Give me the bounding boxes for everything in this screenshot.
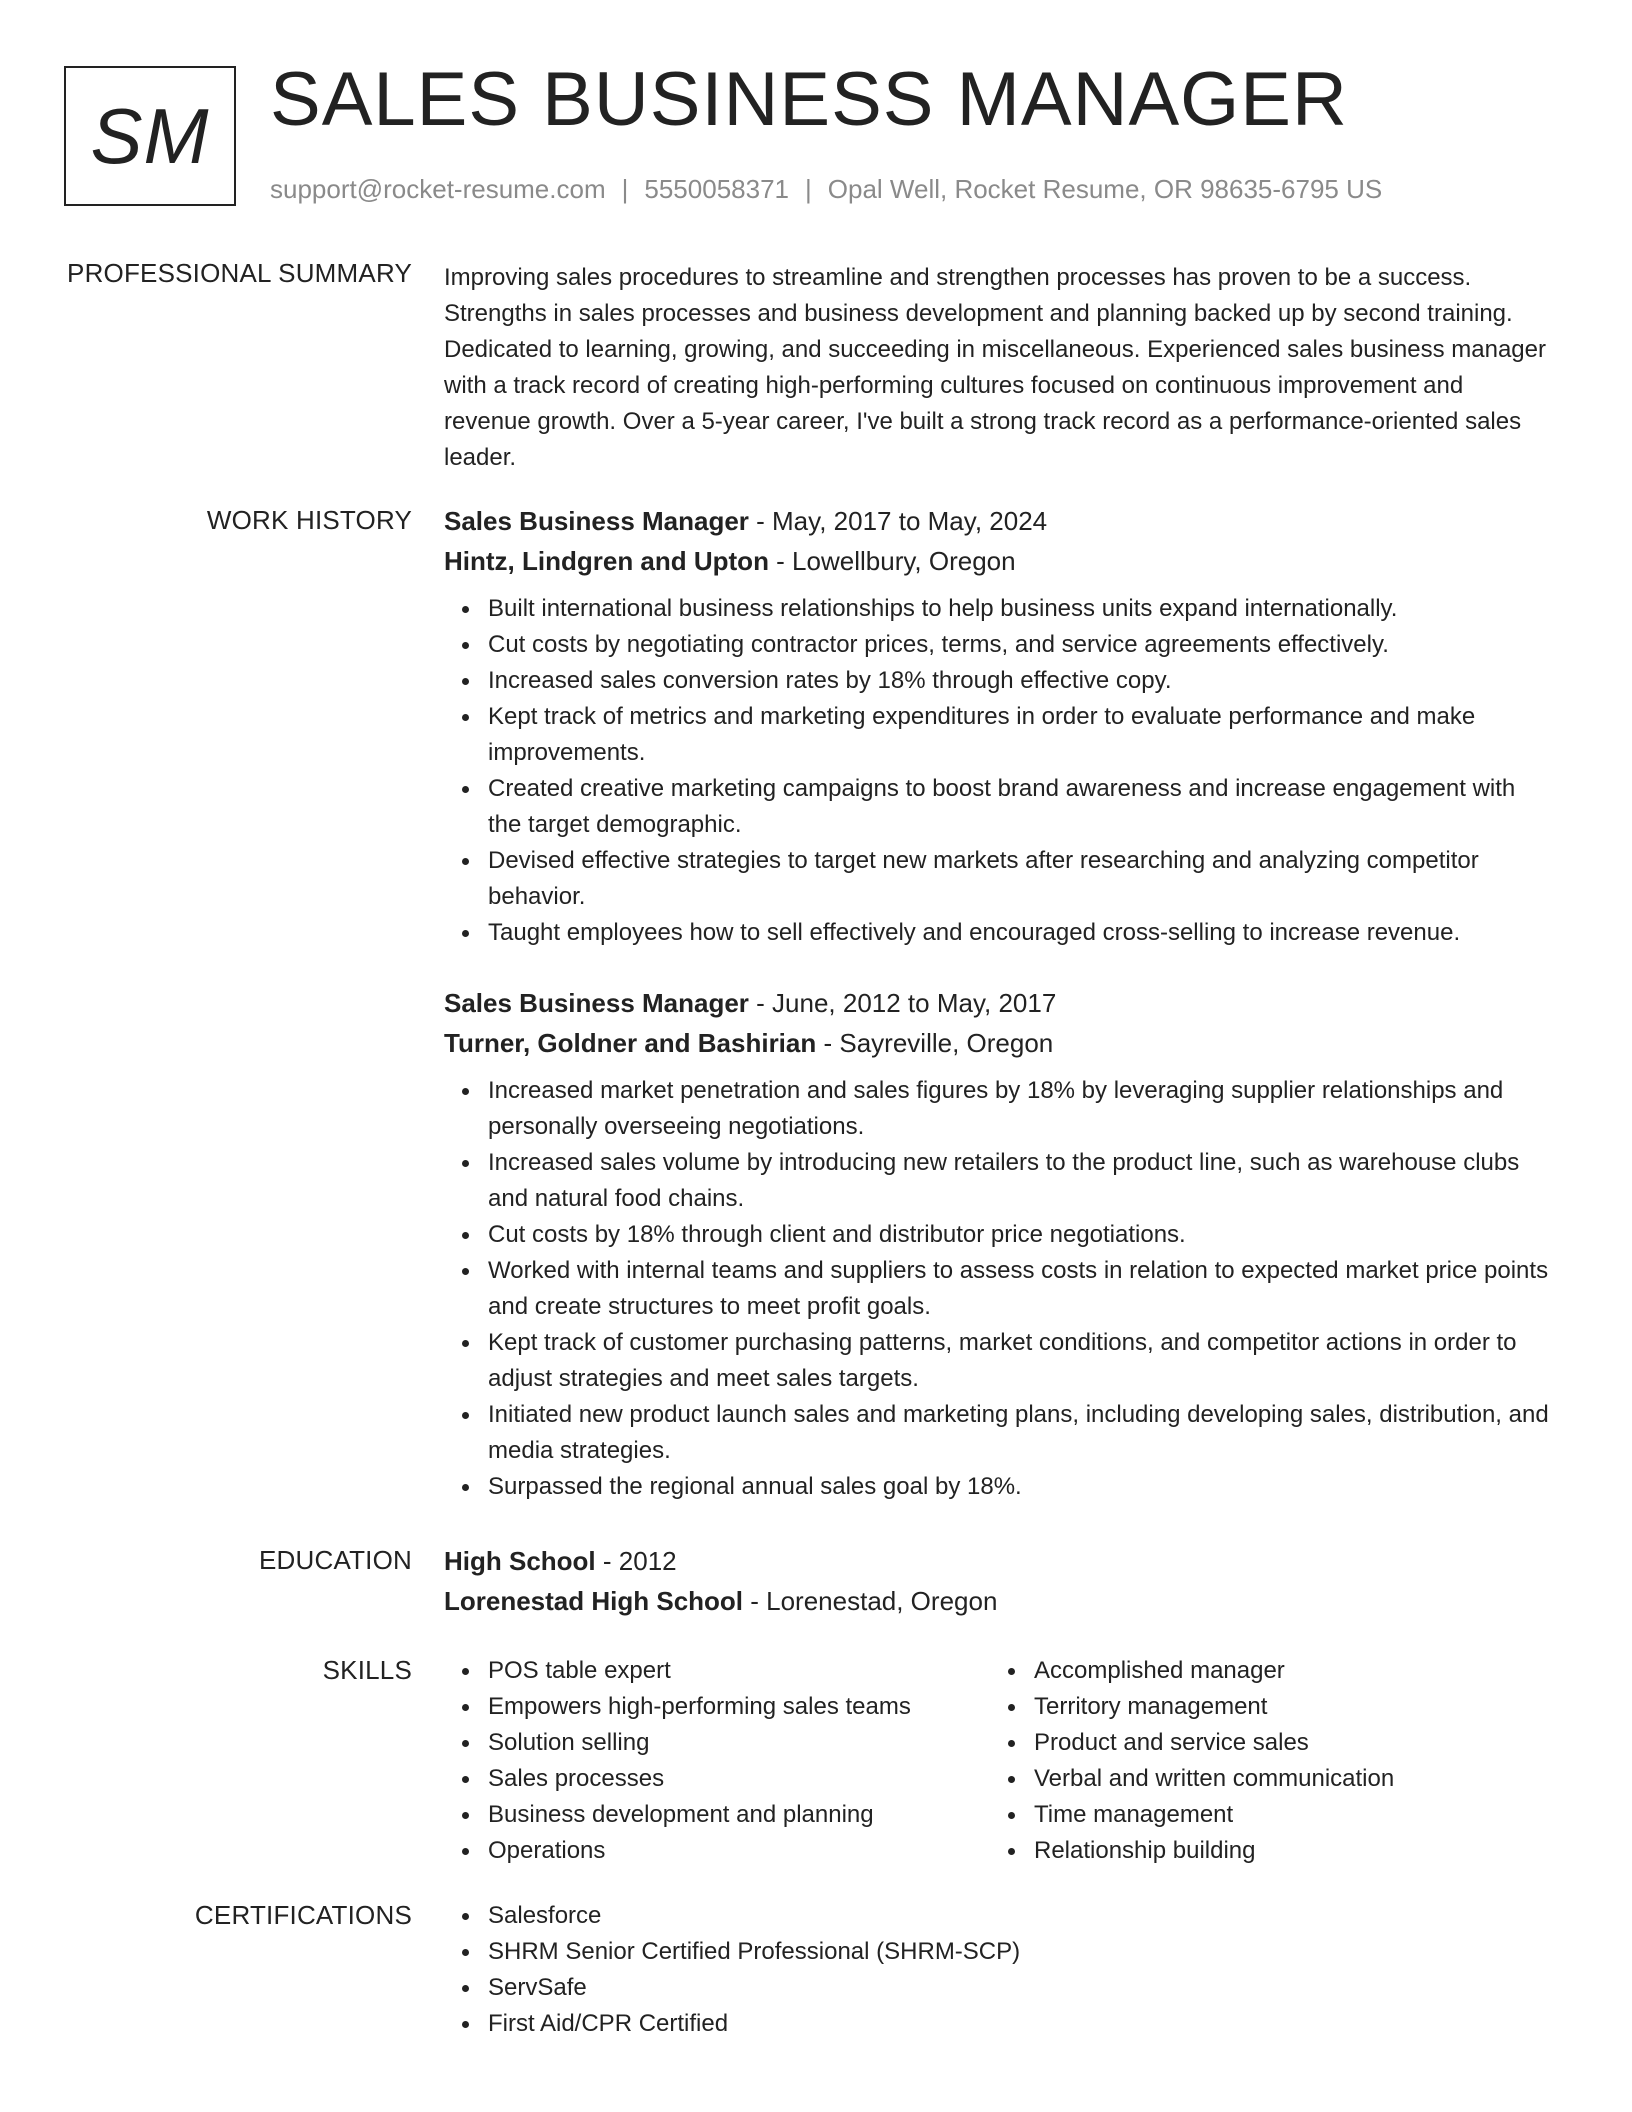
section-label-education: EDUCATION [259, 1545, 412, 1575]
section-label-work-history: WORK HISTORY [206, 505, 412, 535]
job-bullet-item: Kept track of customer purchasing patterns, market conditions, and competitor actions in order to adjust strategies and meet sales targets. [488, 1325, 1554, 1397]
contact-separator: | [621, 174, 629, 204]
skills-column-right [990, 1653, 1554, 1869]
job-dates: - June, 2012 to May, 2017 [748, 988, 1057, 1018]
skill-item: Business development and planning [488, 1797, 990, 1833]
skill-item: Empowers high-performing sales teams [488, 1689, 990, 1725]
job-bullet-item: Increased market penetration and sales figures by 18% by leveraging supplier relationships and personally overseeing negotiations. [488, 1073, 1554, 1145]
skill-item: Operations [488, 1833, 990, 1869]
section-label-certifications: CERTIFICATIONS [194, 1900, 412, 1930]
skill-item: Relationship building [1034, 1833, 1554, 1869]
certification-item: ServSafe [488, 1970, 1554, 2006]
certifications-list [444, 1898, 1554, 2042]
job-bullet-item: Devised effective strategies to target new markets after researching and analyzing competitor behavior. [488, 843, 1554, 915]
skill-item: Product and service sales [1034, 1725, 1554, 1761]
job-company: Turner, Goldner and Bashirian [444, 1028, 817, 1058]
job-title-line [444, 501, 1554, 541]
job-location: - Lowellbury, Oregon [768, 546, 1016, 576]
certification-item: First Aid/CPR Certified [488, 2006, 1554, 2042]
skills-list-left [444, 1653, 990, 1869]
contact-email: support@rocket-resume.com [270, 174, 606, 204]
skill-item: POS table expert [488, 1653, 990, 1689]
job-title: Sales Business Manager [444, 988, 749, 1018]
resume-title: SALES BUSINESS MANAGER [270, 57, 1348, 142]
summary-body [444, 260, 1554, 476]
job-bullet-item: Initiated new product launch sales and marketing plans, including developing sales, distribution, and media strategies. [488, 1397, 1554, 1469]
job-bullet-item: Cut costs by 18% through client and distributor price negotiations. [488, 1217, 1554, 1253]
section-label-skills: SKILLS [322, 1655, 412, 1685]
skill-item: Sales processes [488, 1761, 990, 1797]
skill-item: Territory management [1034, 1689, 1554, 1725]
contact-separator: | [805, 174, 812, 204]
skills-body [444, 1653, 1554, 1869]
skill-item: Verbal and written communication [1034, 1761, 1554, 1797]
education-body [444, 1541, 1554, 1621]
job-entry [444, 983, 1554, 1505]
job-bullet-item: Created creative marketing campaigns to boost brand awareness and increase engagement with the target demographic. [488, 771, 1554, 843]
contact-address: Opal Well, Rocket Resume, OR 98635-6795 US [827, 174, 1383, 204]
skills-columns [444, 1653, 1554, 1869]
job-title: Sales Business Manager [444, 506, 749, 536]
job-bullet-item: Built international business relationships to help business units expand internationally. [488, 591, 1554, 627]
certification-item: SHRM Senior Certified Professional (SHRM-SCP) [488, 1934, 1554, 1970]
education-degree-line [444, 1541, 1554, 1581]
job-location: - Sayreville, Oregon [816, 1028, 1054, 1058]
job-bullet-item: Cut costs by negotiating contractor prices, terms, and service agreements effectively. [488, 627, 1554, 663]
work-history-body [444, 501, 1554, 1505]
job-dates: - May, 2017 to May, 2024 [748, 506, 1048, 536]
job-bullet-item: Increased sales conversion rates by 18% through effective copy. [488, 663, 1554, 699]
education-school: Lorenestad High School [444, 1586, 744, 1616]
skill-item: Time management [1034, 1797, 1554, 1833]
job-company: Hintz, Lindgren and Upton [444, 546, 769, 576]
skill-item: Solution selling [488, 1725, 990, 1761]
job-bullet-item: Kept track of metrics and marketing expenditures in order to evaluate performance and make improvements. [488, 699, 1554, 771]
skills-column-left [444, 1653, 990, 1869]
skills-list-right [990, 1653, 1554, 1869]
job-company-line [444, 541, 1554, 581]
monogram-initials: SM [90, 91, 210, 180]
job-bullet-item: Surpassed the regional annual sales goal by 18%. [488, 1469, 1554, 1505]
skill-item: Accomplished manager [1034, 1653, 1554, 1689]
contact-phone: 5550058371 [644, 174, 789, 204]
education-location: - Lorenestad, Oregon [743, 1586, 998, 1616]
job-bullet-item: Taught employees how to sell effectively and encouraged cross-selling to increase revenue. [488, 915, 1554, 951]
section-label-summary: PROFESSIONAL SUMMARY [67, 258, 412, 288]
jobs-list [444, 501, 1554, 1505]
job-bullets [444, 1073, 1554, 1505]
job-bullet-item: Worked with internal teams and suppliers to assess costs in relation to expected market price points and create structures to meet profit goals. [488, 1253, 1554, 1325]
monogram-box [64, 66, 236, 206]
certifications-body [444, 1898, 1554, 2042]
education-year: - 2012 [595, 1546, 677, 1576]
job-entry [444, 501, 1554, 951]
job-bullets [444, 591, 1554, 951]
job-company-line [444, 1023, 1554, 1063]
certification-item: Salesforce [488, 1898, 1554, 1934]
job-bullet-item: Increased sales volume by introducing new retailers to the product line, such as warehouse clubs and natural food chains. [488, 1145, 1554, 1217]
summary-text: Improving sales procedures to streamline and strengthen processes has proven to be a success. Strengths in sales processes and business development and planning backed up by second training. Dedicated to learning, growing, and succeeding in miscellaneous. Experienced sales business manager with a track record of creating high-performing cultures focused on continuous improvement and revenue growth. Over a 5-year career, I've built a strong track record as a performance-oriented sales leader. [444, 264, 1546, 471]
education-school-line [444, 1581, 1554, 1621]
job-title-line [444, 983, 1554, 1023]
education-degree: High School [444, 1546, 596, 1576]
contact-line [270, 174, 1382, 205]
